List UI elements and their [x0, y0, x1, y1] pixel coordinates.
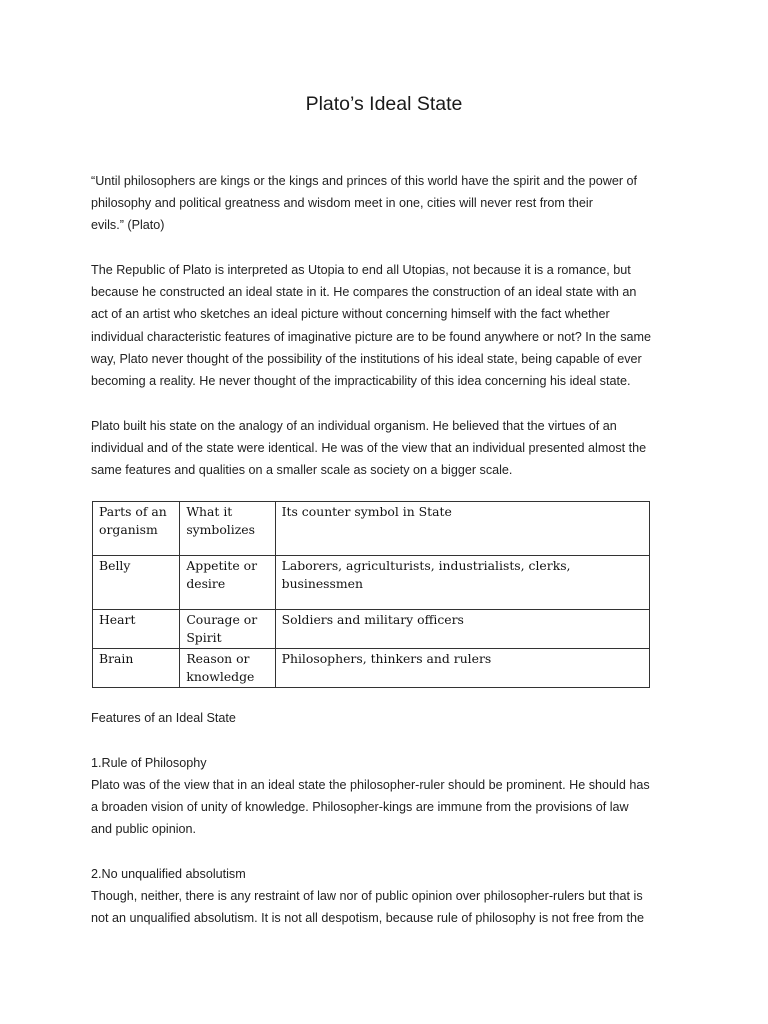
paragraph-line: and public opinion. — [91, 822, 197, 837]
document-title: Plato’s Ideal State — [305, 93, 463, 115]
paragraph-line: because he constructed an ideal state in it. He compares the construction of an ideal state with an — [91, 285, 637, 300]
table-cell: Philosophers, thinkers and rulers — [275, 649, 649, 688]
table-cell: Laborers, agriculturists, industrialists, clerks, businessmen — [275, 556, 649, 610]
paragraph-line: The Republic of Plato is interpreted as Utopia to end all Utopias, not because it is a romance, but — [91, 263, 631, 277]
opening-quote — [91, 170, 681, 237]
table-cell: Belly — [93, 556, 180, 610]
paragraph-line: individual characteristic features of imaginative picture are to be found anywhere or not? In the same — [91, 329, 652, 344]
table-cell: Soldiers and military officers — [275, 610, 649, 649]
table-cell: Brain — [93, 649, 180, 688]
table-row — [93, 556, 650, 610]
table-cell: Appetite or desire — [180, 556, 275, 610]
paragraph-line: Though, neither, there is any restraint of law nor of public opinion over philosopher-rulers but that is — [91, 889, 643, 903]
quote-line: philosophy and political greatness and wisdom meet in one, cities will never rest from their — [91, 196, 593, 211]
paragraph-line: a broaden vision of unity of knowledge. Philosopher-kings are immune from the provisions of law — [91, 800, 629, 815]
paragraph-line: Plato was of the view that in an ideal state the philosopher-ruler should be prominent. He should has — [91, 778, 650, 792]
paragraph-line: not an unqualified absolutism. It is not all despotism, because rule of philosophy is not free from the — [91, 911, 645, 926]
paragraph-line: becoming a reality. He never thought of the impracticability of this idea concerning his ideal state. — [91, 374, 631, 389]
organism-table — [92, 501, 650, 688]
table-cell: Courage or Spirit — [180, 610, 275, 649]
table-header-cell: What it symbolizes — [180, 502, 275, 556]
table-row — [93, 649, 650, 688]
section-heading: Features of an Ideal State — [91, 711, 236, 725]
quote-line: evils.” (Plato) — [91, 218, 165, 233]
feature-body — [91, 885, 681, 929]
table-row — [93, 610, 650, 649]
table-header-cell: Parts of an organism — [93, 502, 180, 556]
paragraph-republic — [91, 259, 681, 392]
quote-line: “Until philosophers are kings or the kings and princes of this world have the spirit and the power of — [91, 174, 638, 188]
table-cell: Reason or knowledge — [180, 649, 275, 688]
table-cell: Heart — [93, 610, 180, 649]
organism-table-container — [92, 501, 650, 688]
feature-body — [91, 774, 681, 841]
paragraph-line: individual and of the state were identical. He was of the view that an individual presented almost the — [91, 441, 647, 456]
paragraph-line: act of an artist who sketches an ideal picture without concerning himself with the fact whether — [91, 307, 610, 322]
paragraph-line: way, Plato never thought of the possibility of the institutions of his ideal state, being capable of ever — [91, 351, 642, 366]
paragraph-line: same features and qualities on a smaller scale as society on a bigger scale. — [91, 463, 513, 478]
feature-title: 1.Rule of Philosophy — [91, 756, 207, 770]
paragraph-organism — [91, 415, 681, 482]
table-header-row — [93, 502, 650, 556]
feature-title: 2.No unqualified absolutism — [91, 867, 246, 881]
table-header-cell: Its counter symbol in State — [275, 502, 649, 556]
paragraph-line: Plato built his state on the analogy of an individual organism. He believed that the virtues of an — [91, 419, 617, 433]
